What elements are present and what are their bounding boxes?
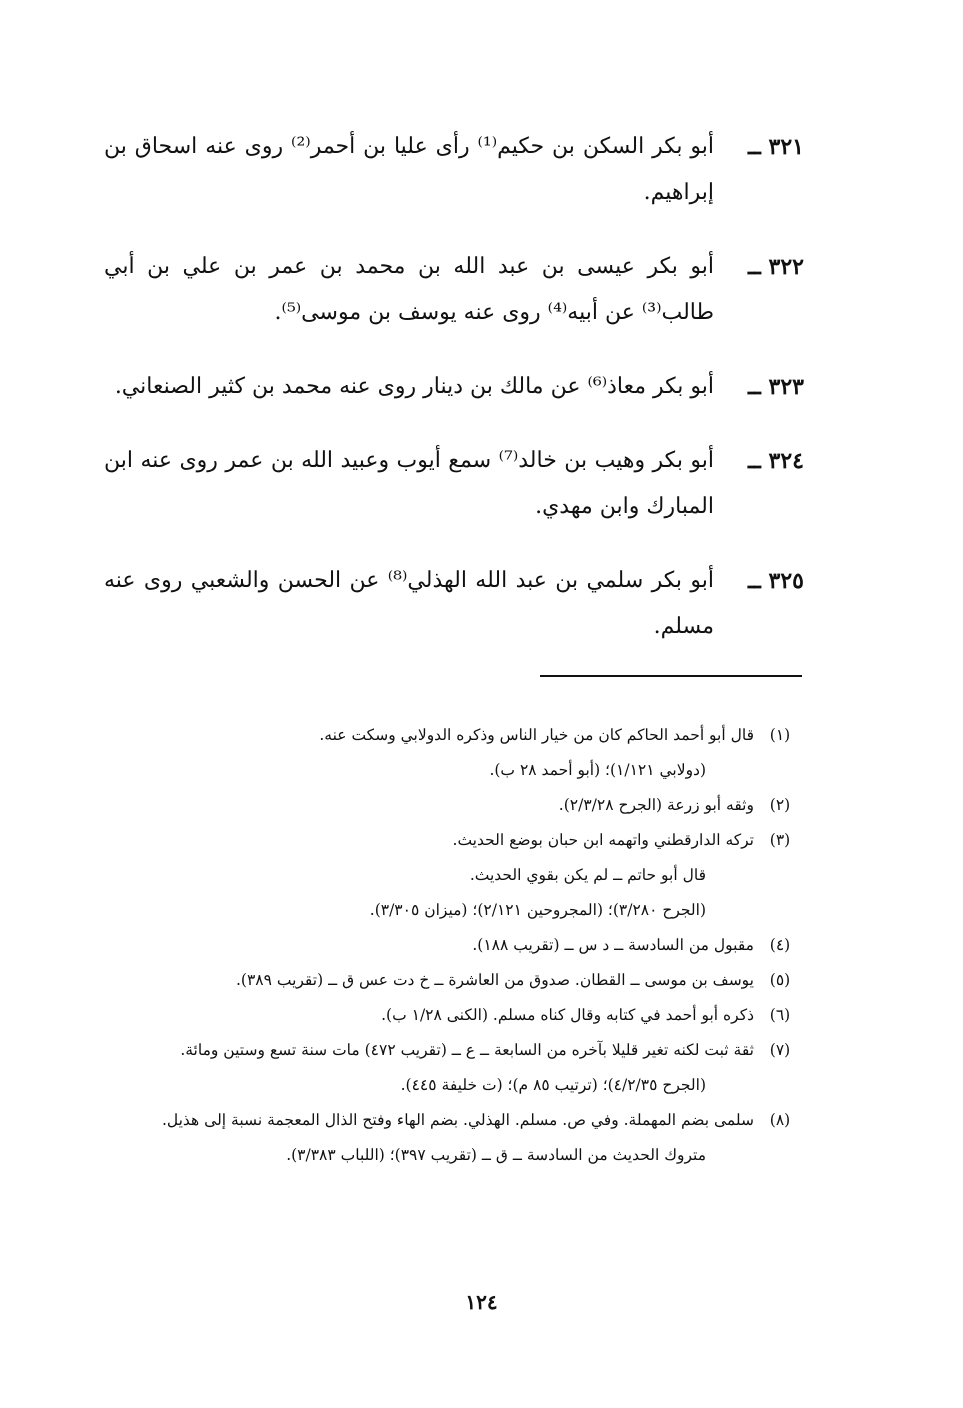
footnote-1 bbox=[104, 718, 806, 788]
footnotes bbox=[104, 718, 806, 1173]
footnote-line: تركه الدارقطني واتهمه ابن حبان بوضع الحديث. bbox=[452, 831, 754, 849]
footnote-body bbox=[104, 1033, 754, 1103]
footnote-body bbox=[104, 1103, 754, 1173]
footnote-number: (١) bbox=[769, 726, 791, 744]
page-number: ١٢٤ bbox=[465, 1290, 498, 1314]
footnote-line: متروك الحديث من السادسة ــ ق ــ (تقريب ٣٩٧)؛ (اللباب ٣/٣٨٣). bbox=[286, 1146, 706, 1164]
footnote-6 bbox=[104, 998, 806, 1033]
footnote-line: وثقه أبو زرعة (الجرح ٢/٣/٢٨). bbox=[558, 796, 754, 814]
entry-321 bbox=[104, 124, 804, 216]
entry-text: أبو بكر سلمي بن عبد الله الهذلي⁽⁸⁾ عن الحسن والشعبي روى عنه مسلم. bbox=[104, 568, 714, 639]
entry-322 bbox=[104, 244, 804, 336]
entry-text: أبو بكر وهيب بن خالد⁽⁷⁾ سمع أيوب وعبيد الله بن عمر روى عنه ابن المبارك وابن مهدي. bbox=[104, 448, 714, 519]
footnote-line: قال أبو أحمد الحاكم كان من خيار الناس وذكره الدولابي وسكت عنه. bbox=[319, 726, 754, 744]
entry-number: ٣٢١ ــ bbox=[747, 134, 804, 160]
footnote-line: يوسف بن موسى ــ القطان. صدوق من العاشرة ــ خ دت عس ق ــ (تقريب ٣٨٩). bbox=[235, 971, 754, 989]
footnote-body bbox=[104, 823, 754, 928]
footnote-number: (٣) bbox=[769, 831, 791, 849]
footnote-7 bbox=[104, 1033, 806, 1103]
footnote-8 bbox=[104, 1103, 806, 1173]
footnote-body bbox=[104, 788, 754, 823]
footnote-2 bbox=[104, 788, 806, 823]
footnote-line: ثقة ثبت لكنه تغير قليلا بآخره من السابعة ــ ع ــ (تقريب ٤٧٢) مات سنة تسع وستين ومائة. bbox=[180, 1041, 754, 1059]
footnote-body bbox=[104, 718, 754, 788]
entry-325 bbox=[104, 558, 804, 650]
entry-number: ٣٢٣ ــ bbox=[747, 374, 804, 400]
entry-323 bbox=[104, 364, 804, 410]
footnote-number: (٦) bbox=[769, 1006, 791, 1024]
entry-text: أبو بكر السكن بن حكيم⁽¹⁾ رأى عليا بن أحمر⁽²⁾ روى عنه اسحاق بن إبراهيم. bbox=[104, 134, 715, 205]
footnote-5 bbox=[104, 963, 806, 998]
footnote-number: (٧) bbox=[769, 1041, 791, 1059]
footnote-line: قال أبو حاتم ــ لم يكن بقوي الحديث. bbox=[469, 866, 706, 884]
footnote-3 bbox=[104, 823, 806, 928]
footnote-line: مقبول من السادسة ــ د س ــ (تقريب ١٨٨). bbox=[472, 936, 754, 954]
footnote-line: سلمى بضم المهملة. وفي ص. مسلم. الهذلي. بضم الهاء وفتح الذال المعجمة نسبة إلى هذيل. bbox=[161, 1111, 754, 1129]
footnote-body bbox=[104, 963, 754, 998]
footnote-line: (الجرح ٣/٢٨٠)؛ (المجروحين ٢/١٢١)؛ (ميزان ٣/٣٠٥). bbox=[369, 901, 706, 919]
footnote-line: (دولابي ١/١٢١)؛ (أبو أحمد ٢٨ ب). bbox=[489, 761, 706, 779]
footnote-body bbox=[104, 928, 754, 963]
entry-number: ٣٢٢ ــ bbox=[747, 254, 804, 280]
entry-number: ٣٢٥ ــ bbox=[747, 568, 804, 594]
footnote-line: ذكره أبو أحمد في كتابه وقال كناه مسلم. (الكنى ١/٢٨ ب). bbox=[381, 1006, 754, 1024]
footnote-body bbox=[104, 998, 754, 1033]
entry-text: أبو بكر عيسى بن عبد الله بن محمد بن عمر بن علي بن أبي طالب⁽³⁾ عن أبيه⁽⁴⁾ روى عنه يوسف بن موسى⁽⁵⁾. bbox=[104, 254, 714, 325]
footnote-number: (٨) bbox=[769, 1111, 791, 1129]
footnote-line: (الجرح ٤/٢/٣٥)؛ (ترتيب ٨٥ م)؛ (ت خليفة ٤٤٥). bbox=[400, 1076, 706, 1094]
footnote-number: (٤) bbox=[769, 936, 791, 954]
entry-text: أبو بكر معاذ⁽⁶⁾ عن مالك بن دينار روى عنه محمد بن كثير الصنعاني. bbox=[114, 374, 714, 399]
entry-number: ٣٢٤ ــ bbox=[747, 448, 804, 474]
footnote-number: (٢) bbox=[769, 796, 791, 814]
footnote-4 bbox=[104, 928, 806, 963]
footnote-divider bbox=[540, 675, 802, 677]
entry-324 bbox=[104, 438, 804, 530]
footnote-number: (٥) bbox=[769, 971, 791, 989]
biographical-entries bbox=[104, 124, 804, 678]
